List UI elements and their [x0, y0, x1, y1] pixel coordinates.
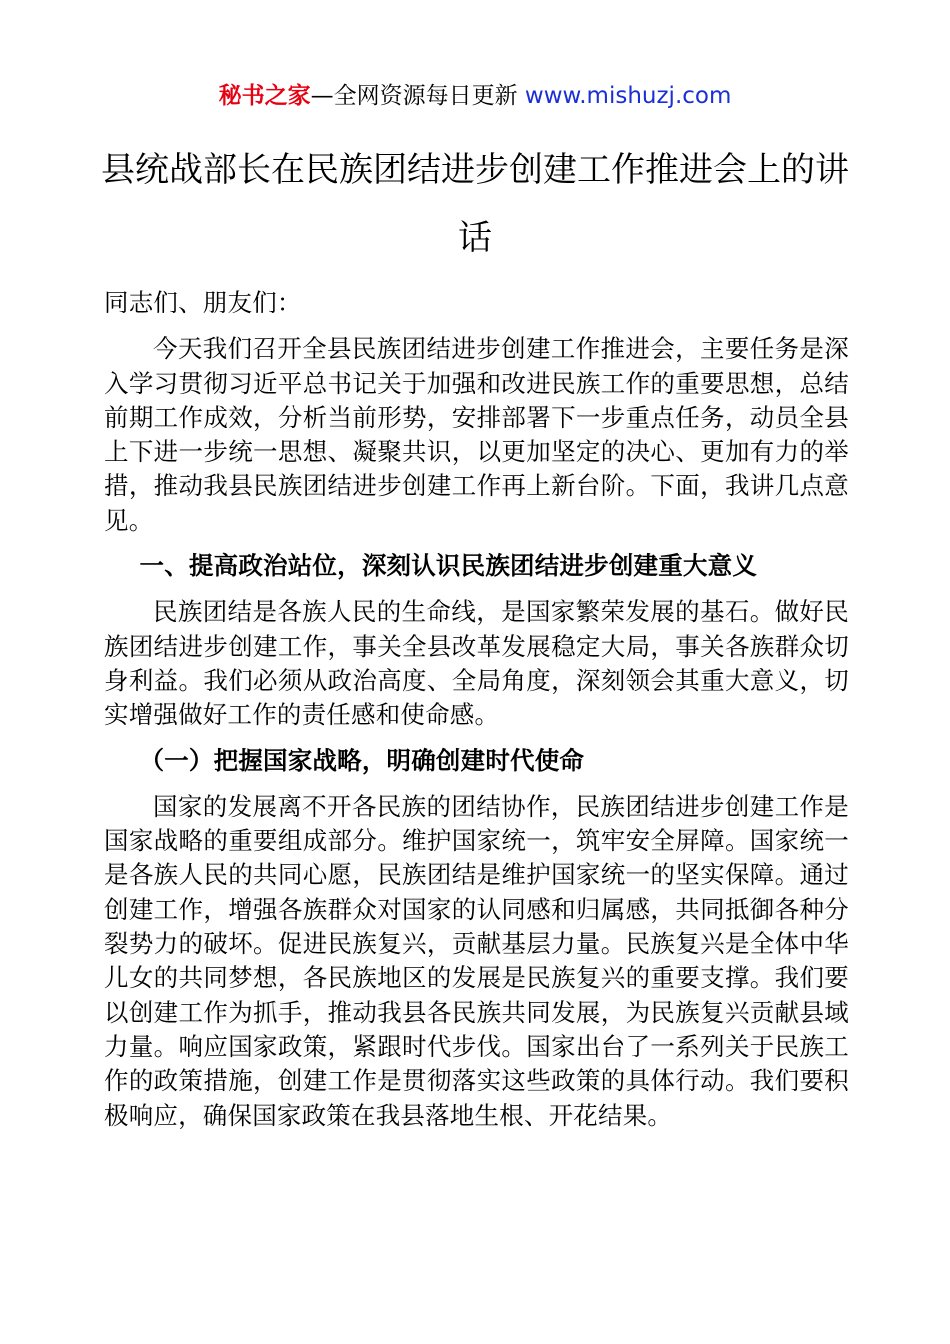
site-url-link[interactable]: www.mishuzj.com [524, 83, 732, 109]
site-brand[interactable]: 秘书之家 [218, 83, 311, 109]
section-1-heading: 一、提高政治站位，深刻认识民族团结进步创建重大意义 [139, 551, 758, 581]
salutation: 同志们、朋友们： [104, 288, 302, 317]
subsection-1-paragraph: 国家的发展离不开各民族的团结协作，民族团结进步创建工作是国家战略的重要组成部分。维护国家统一，筑牢安全屏障。国家统一是各族人民的共同心愿，民族团结是维护国家统一的坚实保障。通过创建工作，增强各族群众对国家的认同感和归属感，共同抵御各种分裂势力的破坏。促进民族复兴，贡献基层力量。民族复兴是全体中华儿女的共同梦想，各民族地区的发展是民族复兴的重要支撑。我们要以创建工作为抓手，推动我县各民族共同发展，为民族复兴贡献县域力量。响应国家政策，紧跟时代步伐。国家出台了一系列关于民族工作的政策措施，创建工作是贯彻落实这些政策的具体行动。我们要积极响应，确保国家政策在我县落地生根、开花结果。 [104, 791, 849, 1130]
document-body [104, 286, 849, 1133]
intro-paragraph: 今天我们召开全县民族团结进步创建工作推进会，主要任务是深入学习贯彻习近平总书记关于加强和改进民族工作的重要思想，总结前期工作成效，分析当前形势，安排部署下一步重点任务，动员全县上下进一步统一思想、凝聚共识，以更加坚定的决心、更加有力的举措，推动我县民族团结进步创建工作再上新台阶。下面，我讲几点意见。 [104, 334, 849, 535]
site-tagline: —全网资源每日更新 [310, 83, 518, 109]
subsection-1-heading: （一）把握国家战略，明确创建时代使命 [139, 745, 585, 775]
site-header [0, 80, 950, 112]
section-1-paragraph: 民族团结是各族人民的生命线，是国家繁荣发展的基石。做好民族团结进步创建工作，事关全县改革发展稳定大局，事关各族群众切身利益。我们必须从政治高度、全局角度，深刻领会其重大意义，切实增强做好工作的责任感和使命感。 [104, 597, 849, 730]
document-title: 县统战部长在民族团结进步创建工作推进会上的讲话 [101, 150, 849, 258]
